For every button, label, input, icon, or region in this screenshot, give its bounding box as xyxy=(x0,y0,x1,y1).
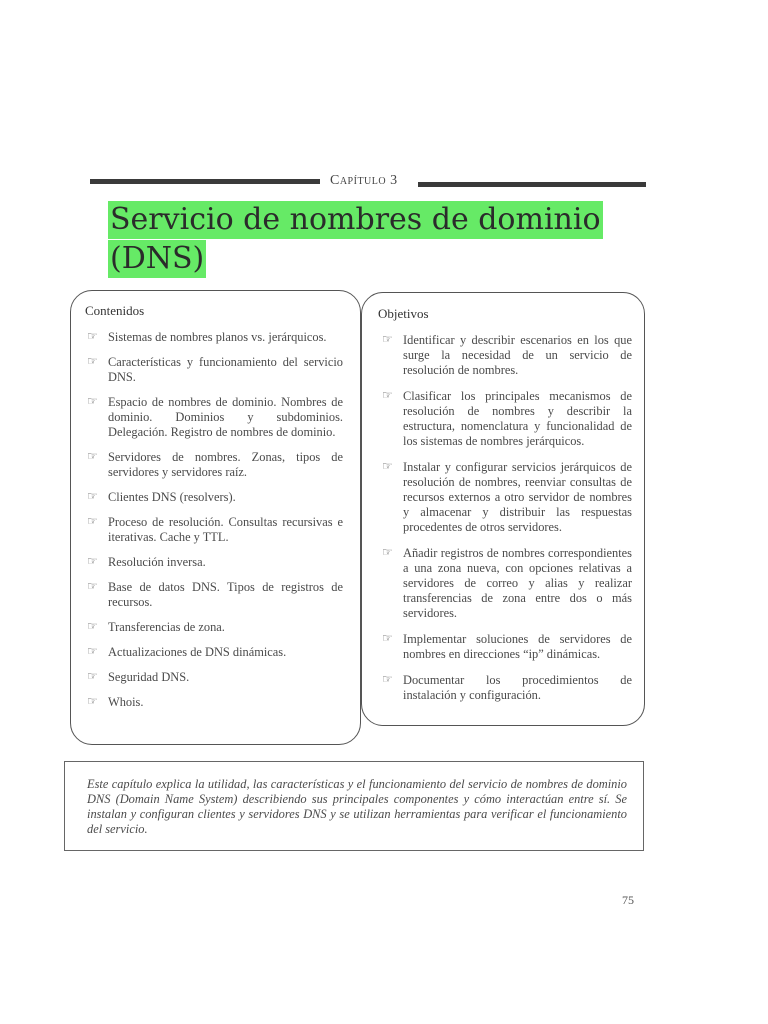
contents-item-text: Proceso de resolución. Consultas recursivas e iterativas. Cache y TTL. xyxy=(108,515,343,544)
objectives-item xyxy=(382,333,632,378)
contents-item-text: Base de datos DNS. Tipos de registros de recursos. xyxy=(108,580,343,609)
pointing-hand-icon: ☞ xyxy=(382,631,393,645)
pointing-hand-icon: ☞ xyxy=(382,672,393,686)
chapter-label: Capítulo 3 xyxy=(330,173,398,188)
contents-item-text: Transferencias de zona. xyxy=(108,620,225,634)
objectives-item xyxy=(382,632,632,662)
objectives-item-text: Implementar soluciones de servidores de nombres en direcciones “ip” dinámicas. xyxy=(403,632,632,661)
objectives-list xyxy=(382,333,632,714)
contents-item xyxy=(87,395,343,440)
objectives-item xyxy=(382,546,632,621)
pointing-hand-icon: ☞ xyxy=(382,459,393,473)
pointing-hand-icon: ☞ xyxy=(87,669,98,683)
contents-item-text: Sistemas de nombres planos vs. jerárquicos. xyxy=(108,330,327,344)
contents-item xyxy=(87,555,343,570)
contents-item-text: Características y funcionamiento del servicio DNS. xyxy=(108,355,343,384)
contents-item xyxy=(87,580,343,610)
pointing-hand-icon: ☞ xyxy=(87,449,98,463)
contents-item-text: Actualizaciones de DNS dinámicas. xyxy=(108,645,287,659)
contents-item xyxy=(87,645,343,660)
pointing-hand-icon: ☞ xyxy=(382,545,393,559)
contents-item-text: Espacio de nombres de dominio. Nombres de dominio. Dominios y subdominios. Delegación. Registro de nombres de dominio. xyxy=(108,395,343,439)
contents-item-text: Resolución inversa. xyxy=(108,555,206,569)
pointing-hand-icon: ☞ xyxy=(87,644,98,658)
pointing-hand-icon: ☞ xyxy=(382,332,393,346)
chapter-summary-text: Este capítulo explica la utilidad, las características y el funcionamiento del servicio de nombres de dominio DNS (Domain Name System) describiendo sus principales componentes y cómo interactúan entre sí. Se instalan y configuran clientes y servidores DNS y se utilizan herramientas para verificar el funcionamiento del servicio. xyxy=(87,777,627,836)
contents-item xyxy=(87,450,343,480)
contents-item-text: Seguridad DNS. xyxy=(108,670,190,684)
contents-item xyxy=(87,330,343,345)
contents-box xyxy=(70,290,361,745)
pointing-hand-icon: ☞ xyxy=(87,394,98,408)
contents-item xyxy=(87,515,343,545)
objectives-item xyxy=(382,460,632,535)
pointing-hand-icon: ☞ xyxy=(87,579,98,593)
objectives-item-text: Identificar y describir escenarios en los que surge la necesidad de un servicio de resolución de nombres. xyxy=(403,333,632,377)
contents-item-text: Clientes DNS (resolvers). xyxy=(108,490,236,504)
pointing-hand-icon: ☞ xyxy=(87,329,98,343)
pointing-hand-icon: ☞ xyxy=(87,554,98,568)
objectives-item-text: Documentar los procedimientos de instalación y configuración. xyxy=(403,673,632,702)
chapter-title xyxy=(108,201,628,278)
objectives-item xyxy=(382,389,632,449)
pointing-hand-icon: ☞ xyxy=(87,354,98,368)
contents-item xyxy=(87,670,343,685)
pointing-hand-icon: ☞ xyxy=(87,619,98,633)
objectives-item-text: Instalar y configurar servicios jerárquicos de resolución de nombres, reenviar consultas de recursos externos a otro servidor de nombres y almacenar y distribuir las respuestas procedentes de otros servidores. xyxy=(403,460,632,534)
contents-item xyxy=(87,695,343,710)
objectives-heading: Objetivos xyxy=(378,306,429,321)
chapter-summary-box xyxy=(64,761,644,851)
chapter-title-line-2: (DNS) xyxy=(110,241,205,276)
page-number: 75 xyxy=(622,893,634,907)
pointing-hand-icon: ☞ xyxy=(382,388,393,402)
chapter-title-line-1: Servicio de nombres de dominio xyxy=(110,202,601,237)
objectives-item-text: Clasificar los principales mecanismos de resolución de nombres y describir la estructura, nomenclatura y funcionalidad de los sistemas de nombres jerárquicos. xyxy=(403,389,632,448)
contents-item xyxy=(87,490,343,505)
objectives-item xyxy=(382,673,632,703)
objectives-item-text: Añadir registros de nombres correspondientes a una zona nueva, con opciones relativas a servidores de correo y alias y realizar transferencias de zona entre dos o más servidores. xyxy=(403,546,632,620)
chapter-rule-right xyxy=(418,182,646,187)
chapter-rule-left xyxy=(90,179,320,184)
contents-item xyxy=(87,355,343,385)
objectives-box xyxy=(361,292,645,726)
contents-item xyxy=(87,620,343,635)
contents-list xyxy=(87,330,343,720)
chapter-header xyxy=(90,172,646,192)
pointing-hand-icon: ☞ xyxy=(87,514,98,528)
contents-item-text: Servidores de nombres. Zonas, tipos de servidores y servidores raíz. xyxy=(108,450,343,479)
contents-heading: Contenidos xyxy=(85,303,145,318)
contents-item-text: Whois. xyxy=(108,695,144,709)
pointing-hand-icon: ☞ xyxy=(87,694,98,708)
pointing-hand-icon: ☞ xyxy=(87,489,98,503)
